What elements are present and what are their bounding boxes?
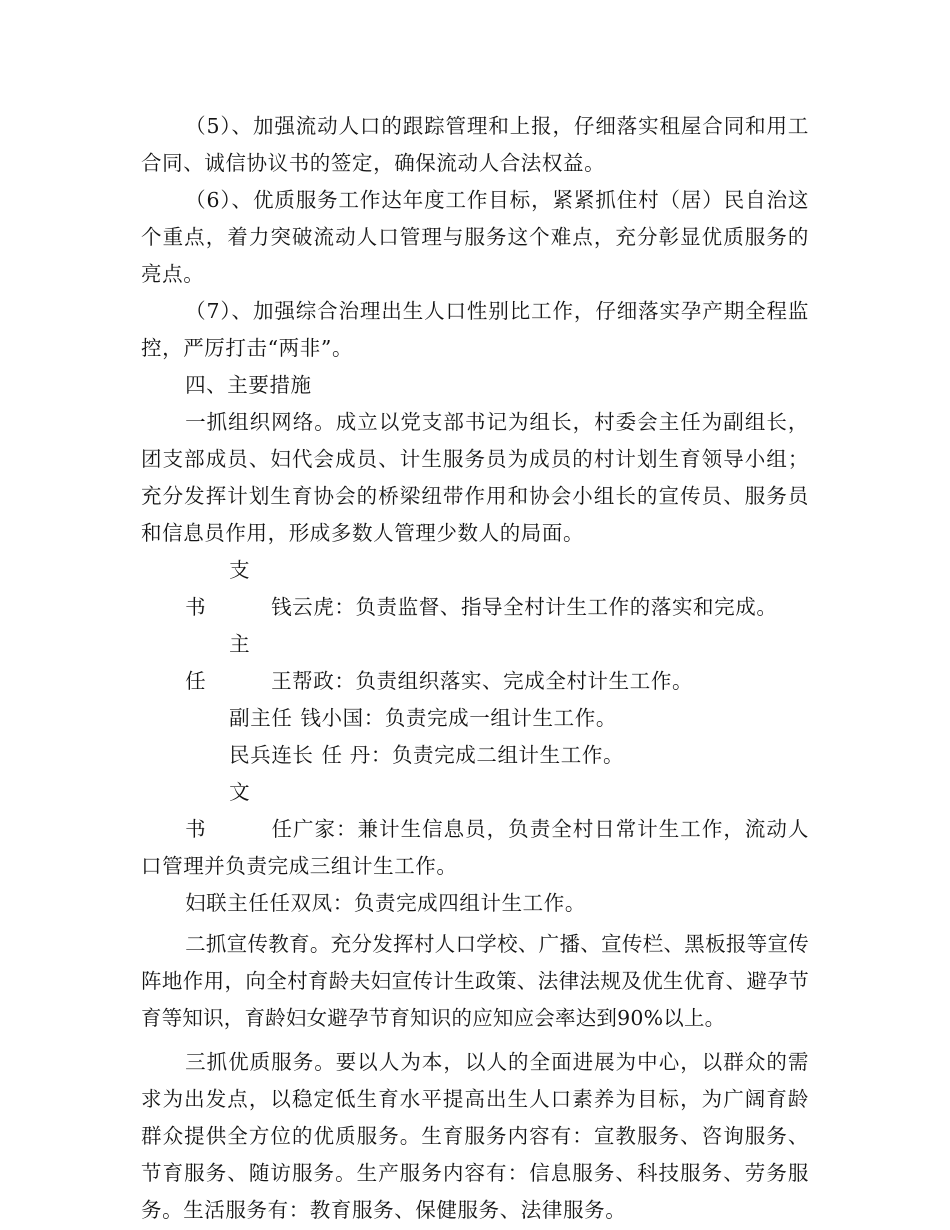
staff-role: 妇联主任 — [185, 891, 270, 915]
measure-publicity: 二抓宣传教育。充分发挥村人口学校、广播、宣传栏、黑板报等宣传阵地作用，向全村育龄夫妇宣传计生政策、法律法规及优生优育、避孕节育等知识，育龄妇女避孕节育知识的应知应会率达到90%以上。 — [141, 932, 809, 1030]
staff-entry — [141, 626, 809, 700]
staff-role: 主任 — [185, 632, 251, 693]
document-body — [141, 108, 809, 1229]
staff-entry — [141, 700, 809, 737]
paragraph-item-6: （6）、优质服务工作达年度工作目标，紧紧抓住村（居）民自治这个重点，着力突破流动人口管理与服务这个难点，充分彰显优质服务的亮点。 — [141, 188, 809, 286]
staff-entry — [141, 737, 809, 774]
section-heading: 四、主要措施 — [185, 373, 312, 397]
measure-service: 三抓优质服务。要以人为本，以人的全面进展为中心，以群众的需求为出发点，以稳定低生育水平提高出生人口素养为目标，为广阔育龄群众提供全方位的优质服务。生育服务内容有：宣教服务、咨询服务、节育服务、随访服务。生产服务内容有：信息服务、科技服务、劳务服务。生活服务有：教育服务、保健服务、法律服务。 — [141, 1050, 809, 1222]
paragraph-item-5: （5）、加强流动人口的跟踪管理和上报，仔细落实租屋合同和用工合同、诚信协议书的签定，确保流动人合法权益。 — [141, 114, 809, 175]
staff-role: 文书 — [185, 780, 251, 841]
staff-duty: 任双凤：负责完成四组计生工作。 — [269, 891, 586, 915]
paragraph-item-7: （7）、加强综合治理出生人口性别比工作，仔细落实孕产期全程监控，严厉打击“两非”。 — [141, 299, 809, 360]
staff-entry — [141, 774, 809, 885]
staff-entry — [141, 552, 809, 626]
staff-duty: 王帮政：负责组织落实、完成全村计生工作。 — [271, 669, 694, 693]
staff-entry — [141, 885, 809, 922]
staff-role: 民兵连长 — [229, 743, 314, 767]
staff-duty: 钱小国：负责完成一组计生工作。 — [300, 706, 617, 730]
staff-role: 副主任 — [229, 706, 293, 730]
staff-duty: 任 丹：负责完成二组计生工作。 — [321, 743, 625, 767]
staff-duty: 钱云虎：负责监督、指导全村计生工作的落实和完成。 — [271, 595, 778, 619]
staff-duty: 任广家：兼计生信息员，负责全村日常计生工作，流动人口管理并负责完成三组计生工作。 — [141, 817, 809, 878]
staff-role: 支书 — [185, 558, 251, 619]
measure-organization: 一抓组织网络。成立以党支部书记为组长，村委会主任为副组长，团支部成员、妇代会成员、计生服务员为成员的村计划生育领导小组；充分发挥计划生育协会的桥梁纽带作用和协会小组长的宣传员、服务员和信息员作用，形成多数人管理少数人的局面。 — [141, 410, 809, 545]
